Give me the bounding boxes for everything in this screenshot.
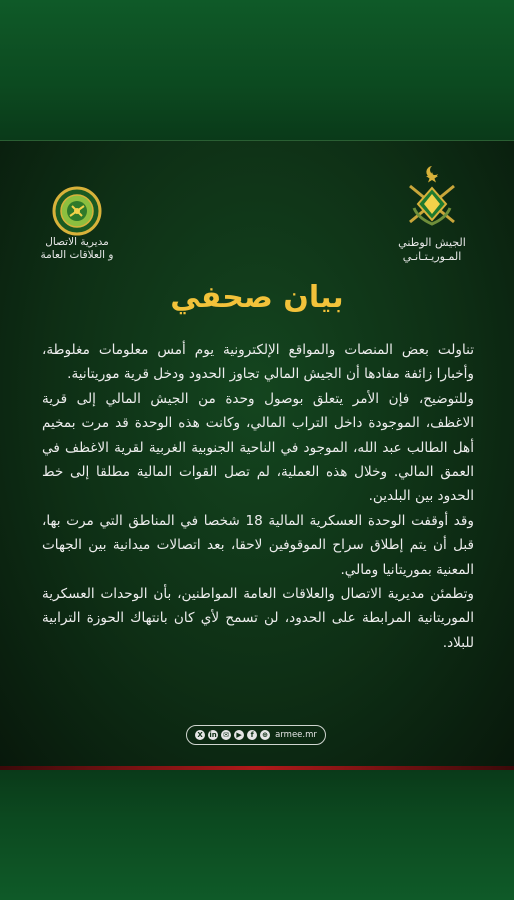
communication-directorate-emblem: [52, 186, 102, 236]
bottom-band: [0, 770, 514, 900]
directorate-line2: و العلاقات العامة: [40, 249, 114, 261]
directorate-line1: مديرية الاتصال: [45, 236, 109, 248]
army-line1: الجيش الوطني: [398, 236, 466, 249]
page-title: بيان صحفي: [170, 280, 344, 315]
facebook-icon[interactable]: f: [247, 730, 257, 740]
x-icon[interactable]: X: [195, 730, 205, 740]
paragraph: وتطمئن مديرية الاتصال والعلاقات العامة المواطنين، بأن الوحدات العسكرية الموريتانية المرابطة على الحدود، لن تسمح لأي كان بانتهاك الحوزة الترابية للبلاد.: [42, 586, 474, 651]
paragraph: تناولت بعض المنصات والمواقع الإلكترونية يوم أمس معلومات مغلوطة، وأخبارا زائفة مفادها أن الجيش المالي تجاوز الحدود ودخل قرية موريتانية.: [42, 342, 474, 383]
linkedin-icon[interactable]: in: [209, 731, 217, 739]
email-icon[interactable]: ✉: [221, 730, 231, 740]
army-emblem: [400, 164, 464, 234]
youtube-icon[interactable]: ▶: [234, 730, 244, 740]
paragraph: وللتوضيح، فإن الأمر يتعلق بوصول وحدة من الجيش المالي إلى قرية الاغظف، الموجودة داخل التراب المالي، وكانت هذه الوحدة قد مرت بمخيم أهل الطالب عبد الله، الموجود في الناحية الجنوبية الغربية لقرية الاغظف في العمق المالي. وخلال هذه العملية، لم تصل القوات المالية مطلقا إلى خط الحدود بين البلدين.: [42, 390, 474, 505]
army-line2: المـوريـتـانـي: [402, 250, 462, 263]
top-band: [0, 0, 514, 140]
website-link[interactable]: armee.mr: [275, 730, 317, 740]
web-icon[interactable]: ⊕: [260, 730, 270, 740]
social-links-bar: [186, 725, 326, 745]
statement-body: [42, 338, 474, 655]
paragraph: وقد أوقفت الوحدة العسكرية المالية 18 شخصا في المناطق التي مرت بها، قبل أن يتم إطلاق سراح الموقوفين لاحقا، بعد اتصالات ميدانية بين الجهات المعنية بموريتانيا ومالي.: [42, 512, 474, 578]
army-label: [386, 236, 478, 264]
communication-directorate-label: [22, 236, 132, 262]
